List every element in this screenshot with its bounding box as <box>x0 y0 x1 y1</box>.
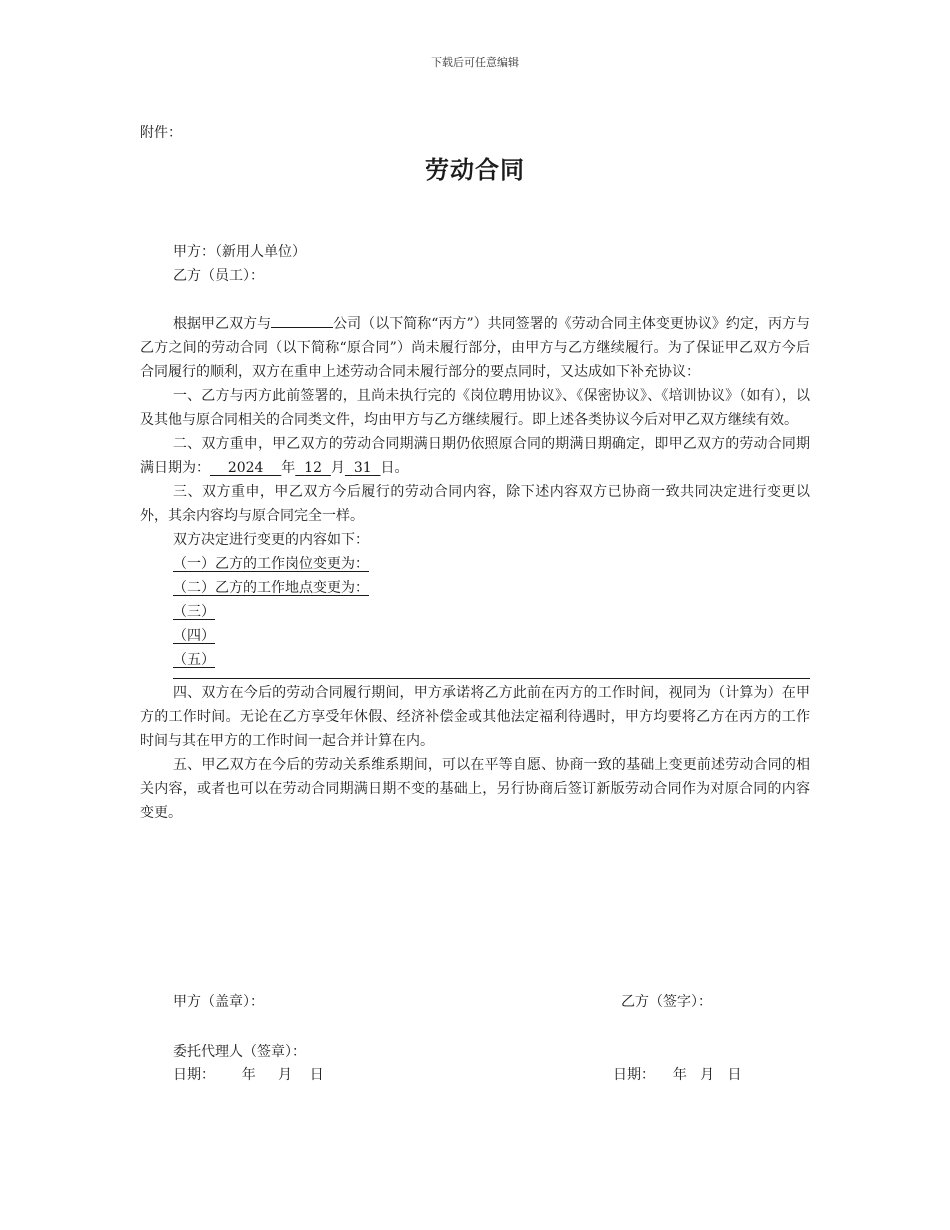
date-day-label: 日 <box>309 1067 324 1083</box>
clause-1: 一、乙方与丙方此前签署的，且尚未执行完的《岗位聘用协议》、《保密协议》、《培训协议》（如有），以及其他与原合同相关的合同类文件，均由甲方与乙方继续履行。即上述各类协议今后对甲乙双方继续有效。 <box>140 388 810 428</box>
document-body <box>140 240 810 825</box>
change-item-5: （五） <box>173 652 215 668</box>
company-blank[interactable] <box>271 327 333 328</box>
change-item-1: （一）乙方的工作岗位变更为： <box>173 556 369 572</box>
date-year-label: 年 <box>241 1067 256 1083</box>
change-item-4: （四） <box>173 628 215 644</box>
changes-intro: 双方决定进行变更的内容如下： <box>173 532 369 548</box>
clause-2: 二、双方重申，甲乙双方的劳动合同期满日期仍依照原合同的期满日期确定，即甲乙双方的劳动合同期满日期为： 2024 年 12 月 31 日。 <box>140 436 810 476</box>
clause-3: 三、双方重申，甲乙双方今后履行的劳动合同内容，除下述内容双方已协商一致共同决定进行变更以外，其余内容均与原合同完全一样。 <box>140 484 810 524</box>
expiry-day: 31 <box>353 460 372 476</box>
party-b-sign-label: 乙方（签字）： <box>621 994 712 1010</box>
intro-paragraph: 根据甲乙双方与 公司（以下简称“丙方”）共同签署的《劳动合同主体变更协议》约定，丙方与乙方之间的劳动合同（以下简称“原合同”）尚未履行部分，由甲方与乙方继续履行。为了保证甲乙双方今后合同履行的顺利，双方在重申上述劳动合同未履行部分的要点同时，又达成如下补充协议： <box>140 316 811 380</box>
date-month-label: 月 <box>277 1067 292 1083</box>
changes-fill-line <box>173 678 810 679</box>
header-note: 下载后可任意编辑 <box>431 56 519 69</box>
party-a-seal-label: 甲方（盖章）： <box>173 994 264 1010</box>
date-label: 日期： <box>613 1067 655 1083</box>
date-label: 日期： <box>173 1067 215 1083</box>
document-title: 劳动合同 <box>425 156 525 184</box>
expiry-year: 2024 <box>227 460 264 476</box>
party-b-line: 乙方（员工）： <box>173 268 264 284</box>
change-item-3: （三） <box>173 604 215 620</box>
party-a-line: 甲方：（新用人单位） <box>173 244 306 260</box>
change-item-2: （二）乙方的工作地点变更为： <box>173 580 369 596</box>
date-row-a <box>173 1063 324 1087</box>
date-day-label: 日 <box>727 1067 742 1083</box>
date-row-b <box>613 1063 742 1087</box>
expiry-month: 12 <box>304 460 322 476</box>
agent-sign-label: 委托代理人（签章）： <box>173 1044 306 1060</box>
clause-5: 五、甲乙双方在今后的劳动关系维系期间，可以在平等自愿、协商一致的基础上变更前述劳动合同的相关内容，或者也可以在劳动合同期满日期不变的基础上，另行协商后签订新版劳动合同作为对原合同的内容变更。 <box>140 757 810 821</box>
clause-4: 四、双方在今后的劳动合同履行期间，甲方承诺将乙方此前在丙方的工作时间，视同为（计算为）在甲方的工作时间。无论在乙方享受年休假、经济补偿金或其他法定福利待遇时，甲方均要将乙方在丙方的工作时间与其在甲方的工作时间一起合并计算在内。 <box>140 685 810 749</box>
date-year-label: 年 <box>672 1067 687 1083</box>
attachment-label: 附件： <box>140 125 182 141</box>
date-month-label: 月 <box>700 1067 715 1083</box>
